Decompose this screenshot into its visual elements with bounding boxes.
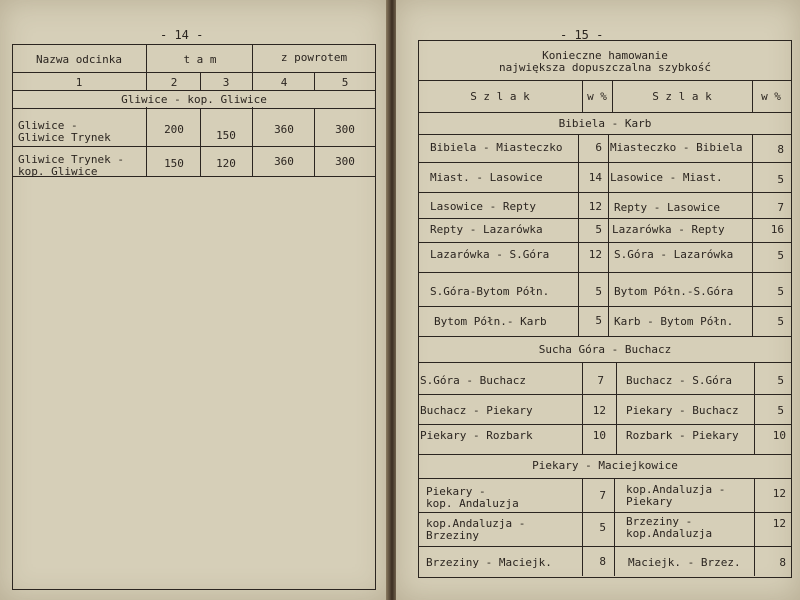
route-a: kop.Andaluzja -	[426, 517, 526, 530]
grade-b: 7	[777, 201, 784, 214]
grade-a: 12	[588, 200, 602, 213]
grade-b: 5	[777, 315, 784, 328]
route-b: kop.Andaluzja	[626, 527, 713, 540]
cell: 150	[216, 129, 236, 142]
cell: 360	[274, 123, 294, 136]
row-name: kop. Gliwice	[18, 165, 98, 178]
header-back: z powrotem	[280, 51, 348, 64]
route-a: Buchacz - Piekary	[420, 404, 533, 417]
route-a: Lazarówka - S.Góra	[430, 248, 550, 261]
grade-b: 16	[770, 223, 784, 236]
grade-a: 5	[595, 314, 602, 327]
route-a: Repty - Lazarówka	[430, 223, 543, 236]
grade-a: 5	[595, 223, 602, 236]
grade-a: 8	[599, 555, 606, 568]
route-b: Miasteczko - Bibiela	[610, 141, 743, 154]
grade-a: 12	[592, 404, 606, 417]
row-name: Gliwice Trynek -	[18, 153, 124, 166]
route-a: Miast. - Lasowice	[430, 171, 543, 184]
grade-a: 7	[599, 489, 606, 502]
grade-b: 5	[777, 249, 784, 262]
route-a: S.Góra - Buchacz	[420, 374, 526, 387]
grade-b: 8	[777, 143, 784, 156]
page-number: - 14 -	[160, 28, 204, 42]
route-b: Repty - Lasowice	[614, 201, 720, 214]
route-b: Bytom Półn.-S.Góra	[614, 285, 734, 298]
header-w-b: w %	[761, 90, 781, 103]
cell: 200	[164, 123, 184, 136]
col-2: 2	[170, 76, 178, 89]
route-a: Bibiela - Miasteczko	[430, 141, 563, 154]
route-a: Lasowice - Repty	[430, 200, 536, 213]
table-title: Konieczne hamowanie	[542, 49, 668, 62]
right-page	[396, 0, 800, 600]
route-a: kop. Andaluzja	[426, 497, 519, 510]
header-name: Nazwa odcinka	[35, 53, 123, 66]
section-title: Piekary - Maciejkowice	[532, 459, 678, 472]
grade-b: 5	[777, 173, 784, 186]
route-b: Lazarówka - Repty	[612, 223, 725, 236]
route-b: Lasowice - Miast.	[610, 171, 723, 184]
route-b: Piekary	[626, 495, 673, 508]
grade-a: 5	[595, 285, 602, 298]
header-route-a: S z l a k	[470, 90, 530, 103]
grade-b: 8	[779, 556, 786, 569]
route-b: Maciejk. - Brzez.	[628, 556, 741, 569]
col-1: 1	[75, 76, 83, 89]
col-5: 5	[341, 76, 349, 89]
cell: 150	[164, 157, 184, 170]
grade-a: 5	[599, 521, 606, 534]
route-a: Piekary -	[426, 485, 486, 498]
cell: 300	[335, 123, 355, 136]
header-there: t a m	[183, 53, 217, 66]
header-w-a: w %	[587, 90, 607, 103]
cell: 300	[335, 155, 355, 168]
grade-b: 5	[777, 374, 784, 387]
table-subtitle: największa dopuszczalna szybkość	[499, 61, 711, 74]
route-a: S.Góra-Bytom Półn.	[430, 285, 550, 298]
route-a: Piekary - Rozbark	[420, 429, 533, 442]
route-b: kop.Andaluzja -	[626, 483, 726, 496]
grade-b: 12	[772, 487, 786, 500]
route-b: S.Góra - Lazarówka	[614, 248, 734, 261]
cell: 120	[216, 157, 236, 170]
route-a: Brzeziny	[426, 529, 479, 542]
route-b: Buchacz - S.Góra	[626, 374, 732, 387]
col-4: 4	[280, 76, 288, 89]
row-name: Gliwice -	[18, 119, 78, 132]
grade-a: 7	[597, 374, 604, 387]
section-title: Bibiela - Karb	[558, 117, 652, 130]
header-route-b: S z l a k	[652, 90, 712, 103]
left-page	[0, 0, 388, 600]
grade-b: 5	[777, 285, 784, 298]
section-title: Gliwice - kop. Gliwice	[121, 93, 267, 106]
grade-b: 12	[772, 517, 786, 530]
route-b: Brzeziny -	[626, 515, 693, 528]
grade-b: 5	[777, 404, 784, 417]
row-name: Gliwice Trynek	[18, 131, 111, 144]
grade-a: 14	[588, 171, 602, 184]
route-a: Brzeziny - Maciejk.	[426, 556, 552, 569]
grade-a: 6	[595, 141, 602, 154]
grade-a: 12	[588, 248, 602, 261]
grade-a: 10	[592, 429, 606, 442]
route-b: Karb - Bytom Półn.	[614, 315, 734, 328]
cell: 360	[274, 155, 294, 168]
page-number: - 15 -	[560, 28, 604, 42]
grade-b: 10	[772, 429, 786, 442]
col-3: 3	[222, 76, 230, 89]
route-a: Bytom Półn.- Karb	[434, 315, 547, 328]
route-b: Rozbark - Piekary	[626, 429, 739, 442]
route-b: Piekary - Buchacz	[626, 404, 739, 417]
section-title: Sucha Góra - Buchacz	[538, 343, 672, 356]
